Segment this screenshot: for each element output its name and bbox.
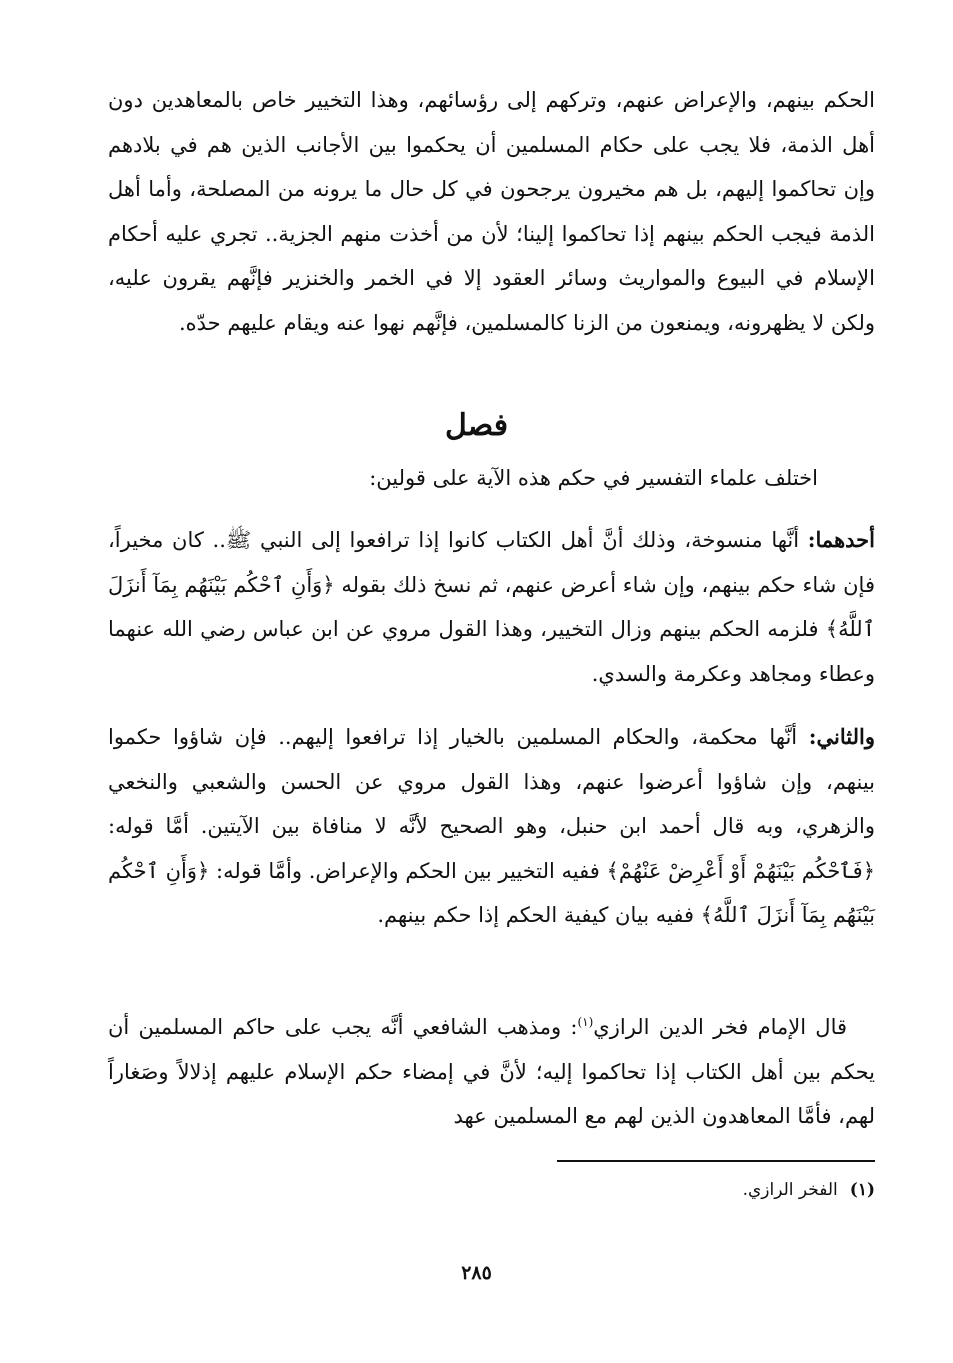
razi-paragraph (108, 1000, 875, 1139)
second-opinion-label: والثاني: (808, 724, 875, 749)
second-opinion-text: أنَّها محكمة، والحكام المسلمين بالخيار إذا ترافعوا إليهم.. فإن شاؤوا حكموا بينهم، وإن شاؤوا أعرضوا عنهم، وهذا القول مروي عن الحسن والشعبي والنخعي والزهري، وبه قال أحمد ابن حنبل، وهو الصحيح لأنَّه لا منافاة بين الآيتين. أمَّا قوله: ﴿فَٱحْكُم بَيْنَهُمْ أَوْ أَعْرِضْ عَنْهُمْ﴾ ففيه التخيير بين الحكم والإعراض. وأمَّا قوله: ﴿وَأَنِ ٱحْكُم بَيْنَهُم بِمَآ أَنزَلَ ٱللَّهُ﴾ ففيه بيان كيفية الحكم إذا حكم بينهم. (108, 725, 875, 927)
footnote (743, 1180, 875, 1200)
footnote-divider (557, 1160, 875, 1162)
section-heading: فصل (444, 408, 509, 443)
footnote-text: الفخر الرازي. (742, 1180, 838, 1200)
continuation-paragraph: الحكم بينهم، والإعراض عنهم، وتركهم إلى رؤسائهم، وهذا التخيير خاص بالمعاهدين دون أهل الذمة، فلا يجب على حكام المسلمين أن يحكموا بين الأجانب الذين هم في بلادهم وإن تحاكموا إليهم، بل هم مخيرون يرجحون في كل حال ما يرونه من المصلحة، وأما أهل الذمة فيجب الحكم بينهم إذا تحاكموا إلينا؛ لأن من أخذت منهم الجزية.. تجري عليه أحكام الإسلام في البيوع والمواريث وسائر العقود إلا في الخمر والخنزير فإنَّهم يقرون عليه، ولكن لا يظهرونه، ويمنعون من الزنا كالمسلمين، فإنَّهم نهوا عنه ويقام عليهم حدّه. (108, 88, 875, 335)
first-opinion-paragraph (108, 518, 875, 696)
footnote-reference[interactable]: (١) (577, 1015, 594, 1029)
razi-text-after: : ومذهب الشافعي أنَّه يجب على حاكم المسلمين أن يحكم بين أهل الكتاب إذا تحاكموا إليه؛ لأنَّ في إمضاء حكم الإسلام عليهم إذلالاً وصَغاراً لهم، فأمَّا المعاهدون الذين لهم مع المسلمين عهد (108, 1015, 875, 1128)
footnote-number: (١) (849, 1180, 875, 1200)
second-opinion-paragraph (108, 715, 875, 938)
razi-text-before: قال الإمام فخر الدين الرازي (593, 1015, 848, 1039)
first-opinion-text: أنَّها منسوخة، وذلك أنَّ أهل الكتاب كانوا إذا ترافعوا إلى النبي ﷺ.. كان مخيراً، فإن شاء حكم بينهم، وإن شاء أعرض عنهم، ثم نسخ ذلك بقوله ﴿وَأَنِ ٱحْكُم بَيْنَهُم بِمَآ أَنزَلَ ٱللَّهُ﴾ فلزمه الحكم بينهم وزال التخيير، وهذا القول مروي عن ابن عباس رضي الله عنهما وعطاء ومجاهد وعكرمة والسدي. (108, 528, 875, 686)
page-number: ٢٨٥ (461, 1262, 492, 1284)
first-opinion-label: أحدهما: (807, 527, 875, 552)
intro-line: اختلف علماء التفسير في حكم هذه الآية على قولين: (369, 466, 818, 490)
